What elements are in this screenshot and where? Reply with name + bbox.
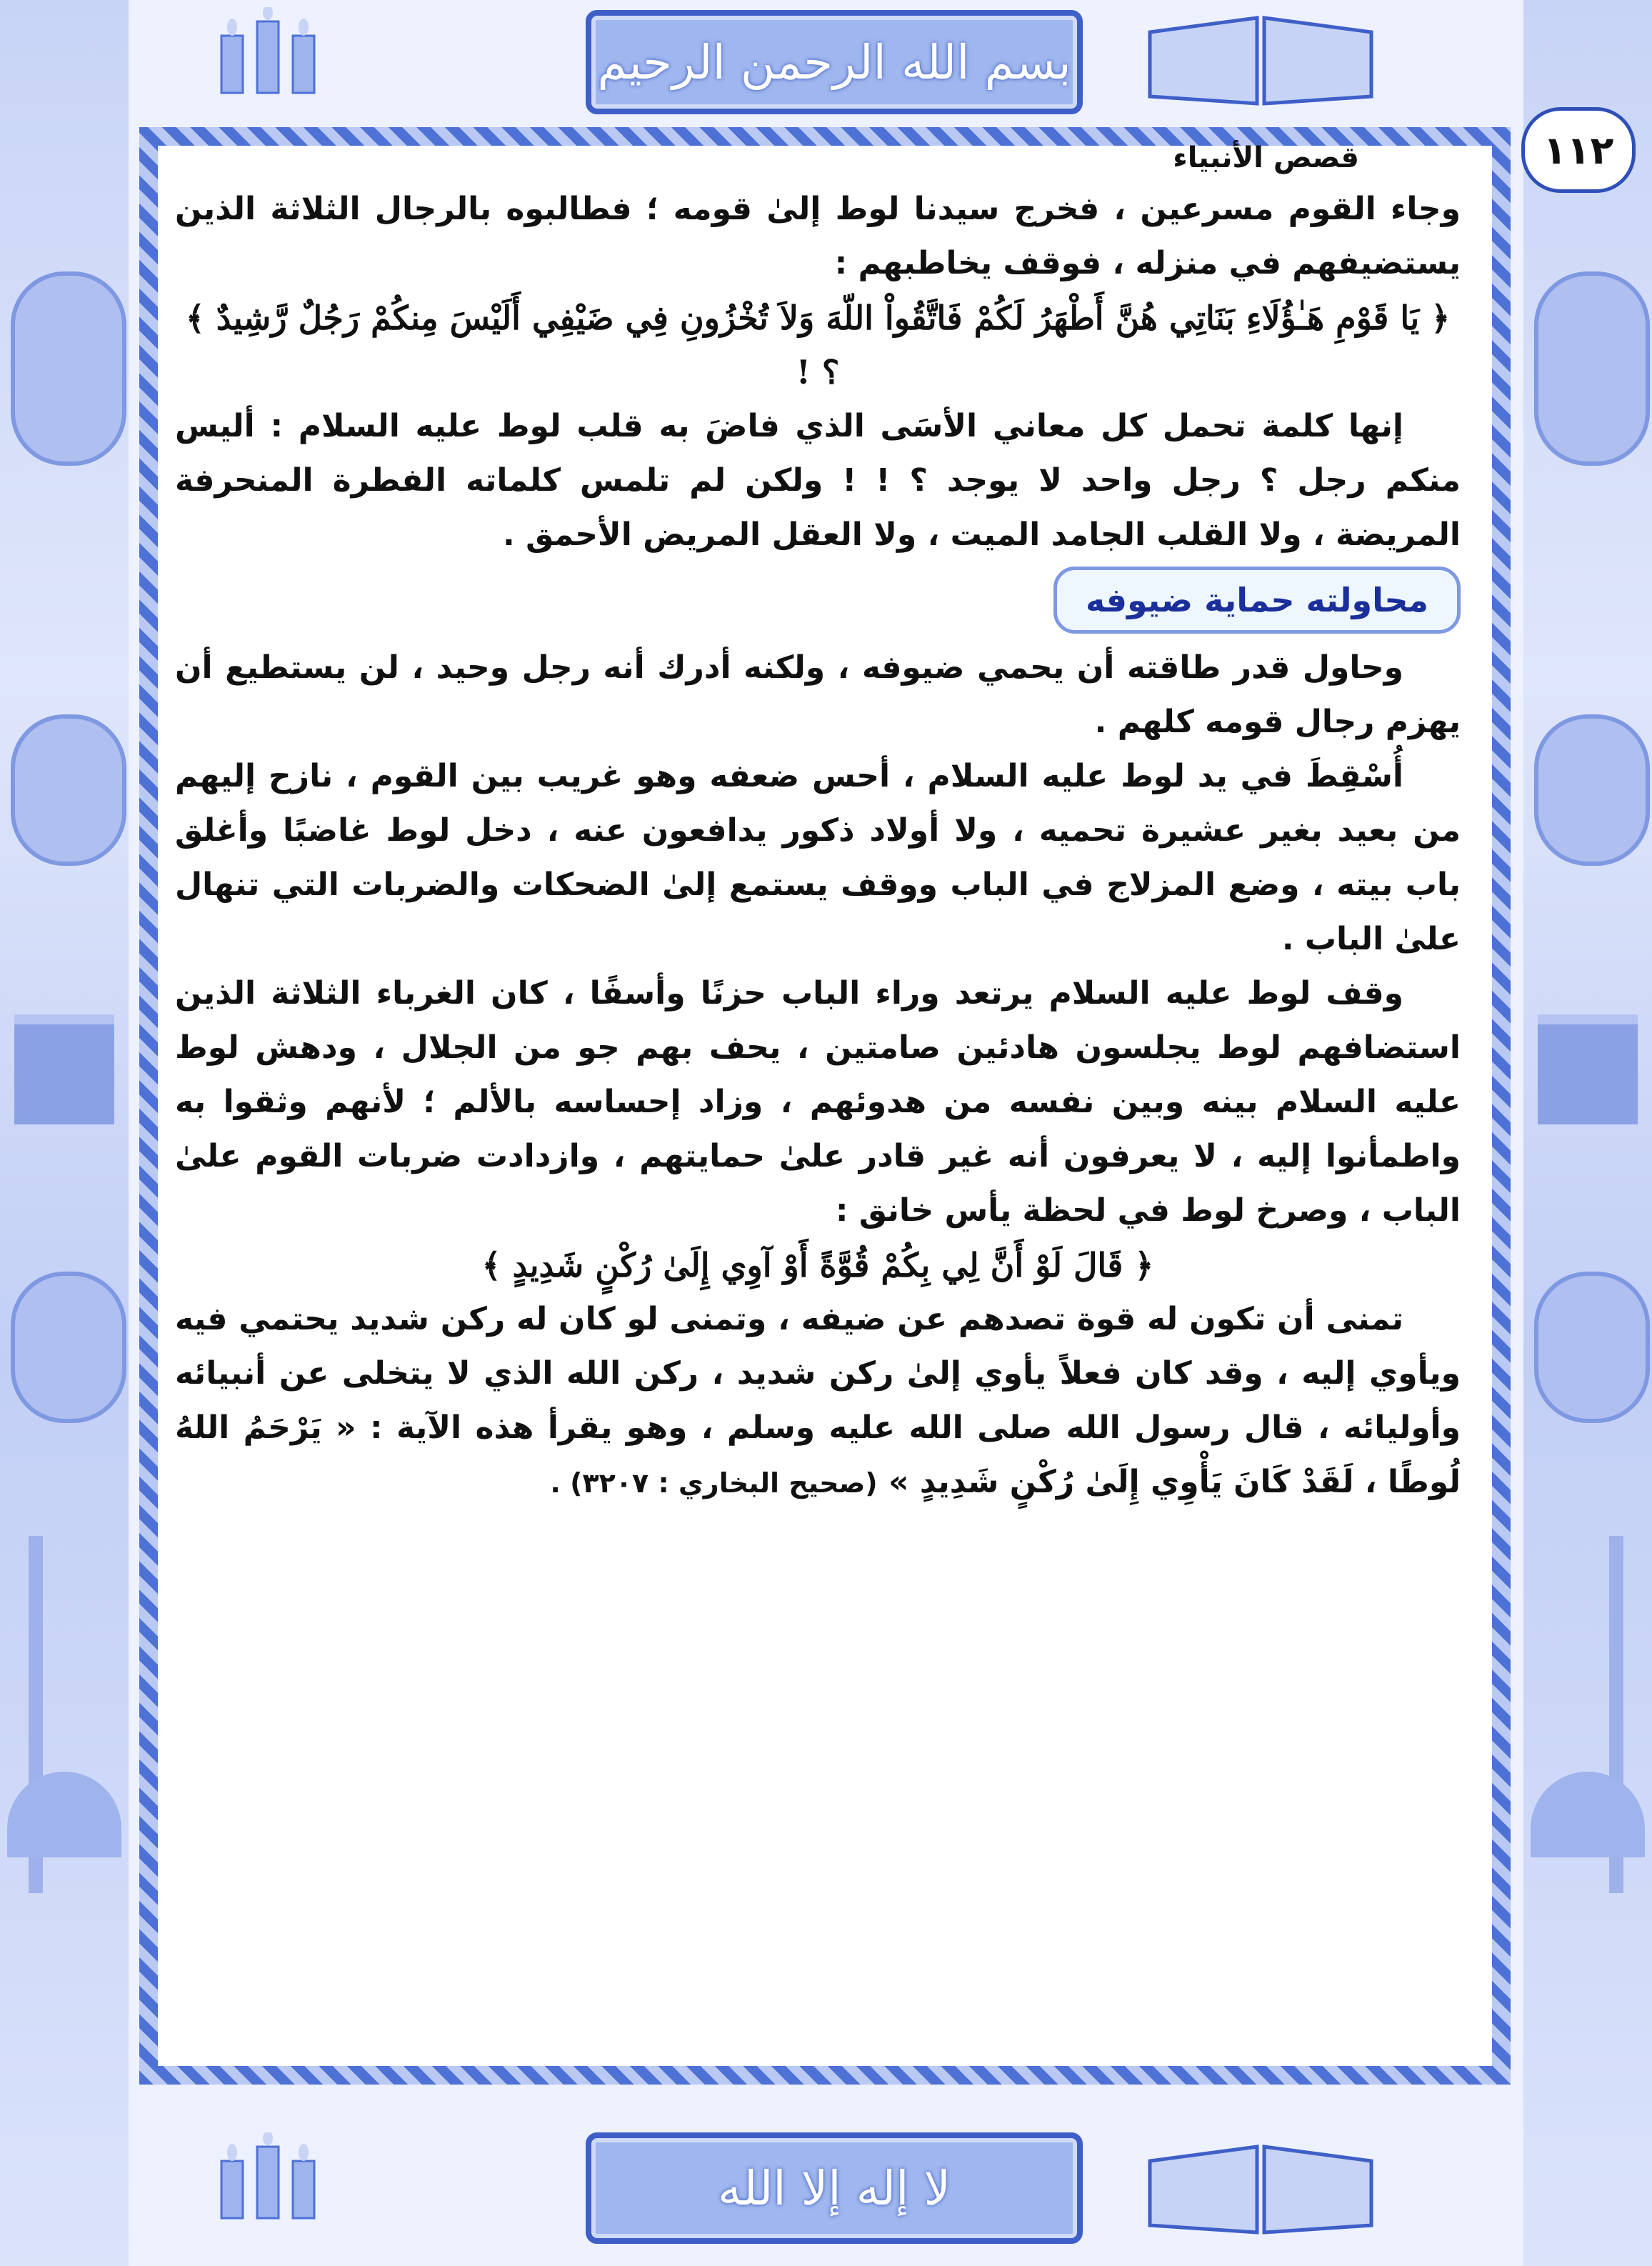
calligraphy-medallion-icon (11, 1272, 126, 1423)
paragraph-5: وقف لوط عليه السلام يرتعد وراء الباب حزنًا وأسفًا ، كان الغرباء الثلاثة الذين استضافهم لوط يجلسون هادئين صامتين ، يحف بهم جو من الجلال ، ودهش لوط عليه السلام بينه وبين نفسه من هدوئهم ، وزاد إحساسه بالألم ؛ لأنهم وثقوا به واطمأنوا إليه ، لا يعرفون أنه غير قادر علىٰ حمايتهم ، وازدادت ضربات القوم علىٰ الباب ، وصرخ لوط في لحظة يأس خانق : (175, 975, 1461, 1229)
left-decorative-panel (0, 0, 129, 2266)
calligraphy-medallion-icon (1534, 1272, 1650, 1423)
right-decorative-panel (1523, 0, 1652, 2266)
calligraphy-medallion-icon (11, 714, 126, 866)
shahada-cartouche (586, 2132, 1083, 2244)
section-heading: محاولته حماية ضيوفه (1053, 566, 1461, 634)
paragraph-2: إنها كلمة تحمل كل معاني الأسَى الذي فاضَ به قلب لوط عليه السلام : أليس منكم رجل ؟ رجل واحد لا يوجد ؟ ! ! ولكن لم تلمس كلماته الفطرة المنحرفة المريضة ، ولا القلب الجامد الميت ، ولا العقل المريض الأحمق . (175, 408, 1461, 553)
running-title: قصص الأنبياء (1173, 141, 1359, 174)
section-heading-wrap (175, 562, 1461, 641)
open-book-icon (1143, 4, 1378, 111)
medallion-icon (1534, 271, 1650, 466)
page-content (175, 182, 1461, 1510)
basmala-text: بسم الله الرحمن الرحيم (597, 34, 1071, 90)
top-banner (0, 0, 1652, 121)
hadith-citation: (صحيح البخاري : ٣٢٠٧) . (550, 1467, 878, 1499)
quran-verse-1: ﴿ يَا قَوْمِ هَـٰؤُلَاءِ بَنَاتِي هُنَّ أَطْهَرُ لَكُمْ فَاتَّقُواْ اللّهَ وَلاَ تُخْزُونِ فِي ضَيْفِي أَلَيْسَ مِنكُمْ رَجُلٌ رَّشِيدٌ ﴾ ؟ ! (185, 299, 1451, 391)
paragraph-6-text: تمنى أن تكون له قوة تصدهم عن ضيفه ، وتمنى لو كان له ركن شديد يحتمي فيه ويأوي إليه ، وقد كان فعلاً يأوي إلىٰ ركن شديد ، ركن الله الذي لا يتخلى عن أنبيائه وأوليائه ، قال رسول الله صلى الله عليه وسلم ، وهو يقرأ هذه الآية : « يَرْحَمُ اللهُ لُوطًا ، لَقَدْ كَانَ يَأْوِي إِلَىٰ رُكْنٍ شَدِيدٍ » (175, 1301, 1461, 1500)
paragraph-6 (175, 1292, 1461, 1510)
mosque-dome-icon (1531, 1772, 1645, 1857)
open-book-icon (1143, 2132, 1378, 2240)
bottom-banner (0, 2090, 1652, 2266)
candles-icon (207, 2132, 329, 2225)
candles-icon (207, 7, 329, 100)
kaaba-icon (14, 1014, 114, 1124)
mosque-dome-icon (7, 1772, 121, 1857)
paragraph-4: أُسْقِطَ في يد لوط عليه السلام ، أحس ضعفه وهو غريب بين القوم ، نازح إليهم من بعيد بغير عشيرة تحميه ، ولا أولاد ذكور يدافعون عنه ، دخل لوط غاضبًا وأغلق باب بيته ، وضع المزلاج في الباب ووقف يستمع إلىٰ الضحكات والضربات التي تنهال علىٰ الباب . (175, 758, 1461, 957)
paragraph-1: وجاء القوم مسرعين ، فخرج سيدنا لوط إلىٰ قومه ؛ فطالبوه بالرجال الثلاثة الذين يستضيفهم في منزله ، فوقف يخاطبهم : (175, 191, 1461, 281)
page-number: ١١٢ (1543, 127, 1614, 173)
paragraph-3: وحاول قدر طاقته أن يحمي ضيوفه ، ولكنه أدرك أنه رجل وحيد ، لن يستطيع أن يهزم رجال قومه كلهم . (175, 649, 1461, 740)
shahada-text: لا إله إلا الله (717, 2160, 951, 2216)
page-number-badge (1521, 107, 1636, 193)
quran-verse-2: ﴿ قَالَ لَوْ أَنَّ لِي بِكُمْ قُوَّةً أَوْ آوِي إِلَىٰ رُكْنٍ شَدِيدٍ ﴾ (481, 1246, 1154, 1284)
kaaba-icon (1538, 1014, 1638, 1124)
basmala-cartouche (586, 10, 1083, 114)
medallion-icon (11, 271, 126, 466)
calligraphy-medallion-icon (1534, 714, 1650, 866)
